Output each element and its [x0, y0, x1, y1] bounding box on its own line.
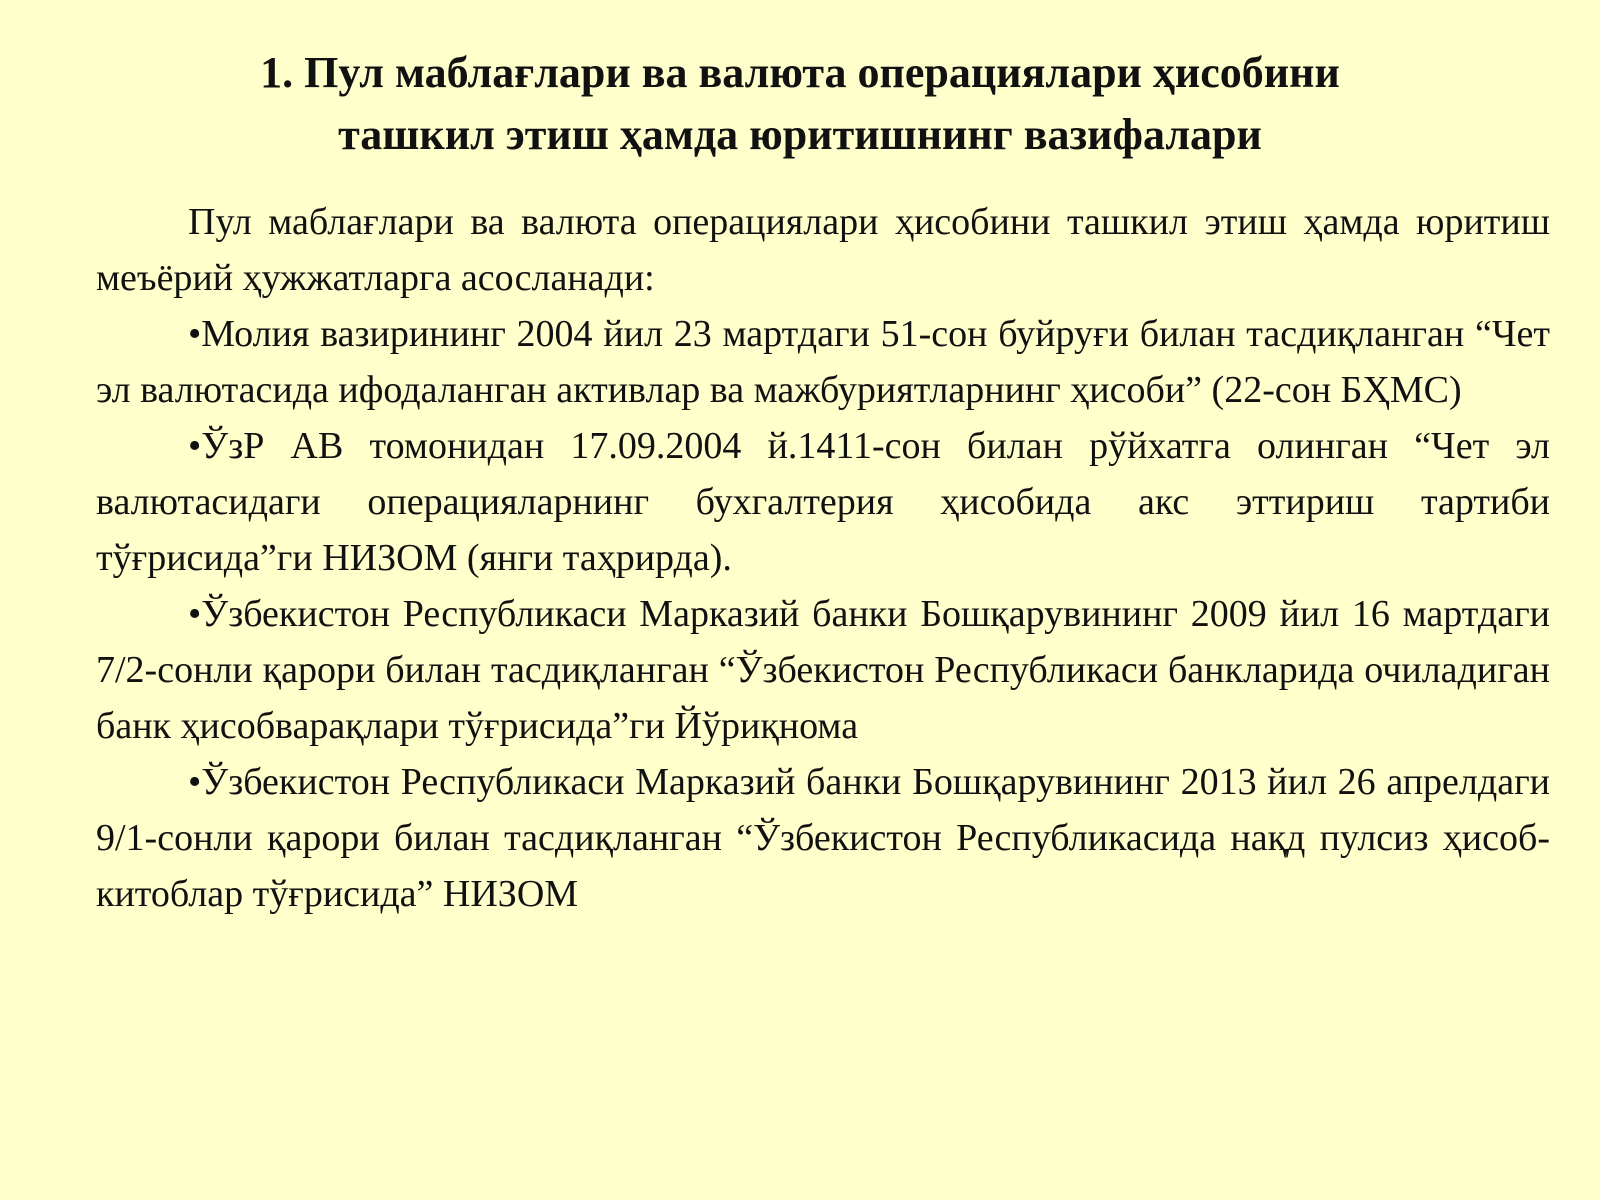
slide-title-line-2: ташкил этиш ҳамда юритишнинг вазифалари — [338, 110, 1262, 159]
slide-title-line-1: 1. Пул маблағлари ва валюта операциялари ҳисобини — [260, 48, 1340, 97]
bullet-paragraph-1: •Молия вазирининг 2004 йил 23 мартдаги 51-сон буйруғи билан тасдиқланган “Чет эл валютасида ифодаланган активлар ва мажбуриятларнинг ҳисоби” (22-сон БҲМС) — [96, 313, 1550, 411]
intro-paragraph: Пул маблағлари ва валюта операциялари ҳисобини ташкил этиш ҳамда юритиш меъёрий ҳужжатларга асосланади: — [96, 201, 1550, 299]
bullet-paragraph-2: •ЎзР АВ томонидан 17.09.2004 й.1411-сон билан рўйхатга олинган “Чет эл валютасидаги операцияларнинг бухгалтерия ҳисобида акс эттириш тартиби тўғрисида”ги НИЗОМ (янги таҳрирда). — [96, 425, 1550, 579]
slide-title — [96, 42, 1550, 166]
bullet-paragraph-3: •Ўзбекистон Республикаси Марказий банки Бошқарувининг 2009 йил 16 мартдаги 7/2-сонли қарори билан тасдиқланган “Ўзбекистон Республикаси банкларида очиладиган банк ҳисобварақлари тўғрисида”ги Йўриқнома — [96, 593, 1550, 747]
bullet-paragraph-4: •Ўзбекистон Республикаси Марказий банки Бошқарувининг 2013 йил 26 апрелдаги 9/1-сонли қарори билан тасдиқланган “Ўзбекистон Республикасида нақд пулсиз ҳисоб-китоблар тўғрисида” НИЗОМ — [96, 761, 1550, 915]
slide-body — [96, 194, 1550, 922]
